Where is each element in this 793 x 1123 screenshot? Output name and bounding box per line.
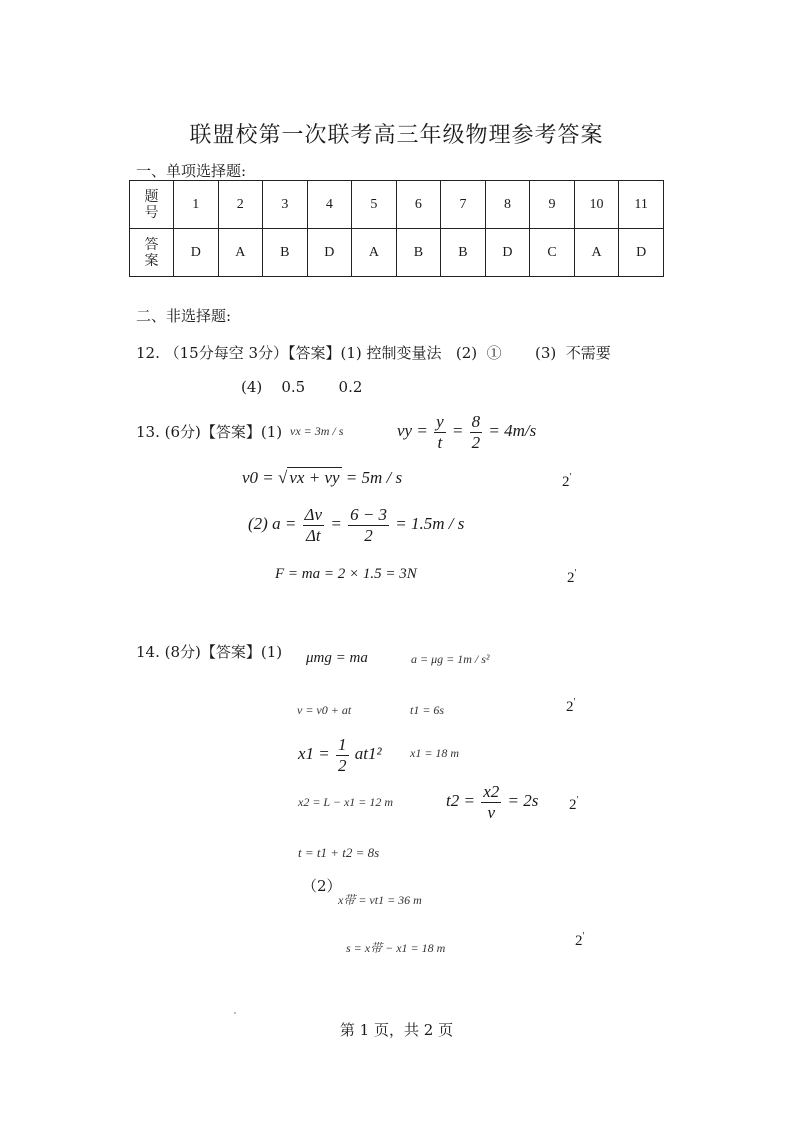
q13-vx-eq: vx = 3m / s: [290, 424, 344, 438]
page-title: 联盟校第一次联考高三年级物理参考答案: [189, 123, 604, 148]
section-heading-nonchoice: 二、非选择题:: [136, 307, 232, 325]
section-heading-choice: 一、单项选择题:: [136, 162, 247, 180]
table-cell: 8: [485, 181, 530, 229]
q14-x2-eq: x2 = L − x1 = 12 m: [298, 795, 394, 809]
table-cell: 11: [619, 181, 664, 229]
table-row-numbers: [130, 181, 664, 229]
table-cell: D: [174, 229, 219, 277]
table-cell: D: [485, 229, 530, 277]
table-cell: A: [218, 229, 263, 277]
table-cell: A: [574, 229, 619, 277]
q13-v0-eq: v0 = √ vx + vy = 5m / s: [242, 468, 403, 487]
table-cell: 5: [352, 181, 397, 229]
q13-score-mark-1: 2′: [562, 472, 572, 490]
answer-table: [129, 180, 664, 277]
q14-accel-eq: a = μg = 1m / s²: [411, 652, 490, 666]
table-cell: D: [307, 229, 352, 277]
table-cell: 4: [307, 181, 352, 229]
q14-belt-displacement-eq: x带 = vt1 = 36 m: [338, 893, 422, 907]
q12-line1: 12. （15分每空 3分）【答案】(1) 控制变量法 (2) ① (3) 不需要: [136, 344, 611, 362]
q12-line2: (4) 0.5 0.2: [241, 378, 363, 396]
table-cell: 1: [174, 181, 219, 229]
q14-score-mark-3: 2′: [575, 931, 585, 949]
q14-relative-displacement-eq: s = x带 − x1 = 18 m: [346, 941, 446, 955]
row-header-number: 题 号: [130, 181, 174, 229]
table-cell: B: [396, 229, 441, 277]
q14-x1-formula: x1 = $\frac{1}{2}$ at1²: [298, 735, 382, 775]
scan-speck: [234, 1012, 236, 1014]
table-cell: 3: [263, 181, 308, 229]
q14-velocity-eq: v = v0 + at: [297, 703, 352, 717]
table-cell: B: [441, 229, 486, 277]
row-header-answer: 答 案: [130, 229, 174, 277]
q13-vy-eq: vy = $\frac{y}{t}$ = $\frac{8}{2}$ = 4m/s: [397, 412, 537, 452]
q14-part2-label: （2）: [302, 877, 342, 895]
q13-accel-eq: (2) a = $\frac{\Delta v}{\Delta t}$ = $\frac{6 - 3}{2}$ = 1.5m / s: [248, 505, 465, 545]
table-cell: C: [530, 229, 575, 277]
table-row-answers: [130, 229, 664, 277]
q14-t2-eq: t2 = $\frac{x2}{v}$ = 2s: [446, 782, 539, 822]
table-cell: A: [352, 229, 397, 277]
q14-label: 14. (8分)【答案】(1): [136, 643, 283, 661]
q13-force-eq: F = ma = 2 × 1.5 = 3N: [275, 566, 417, 582]
q14-x1-value: x1 = 18 m: [410, 746, 460, 760]
q14-score-mark-2: 2′: [569, 795, 579, 813]
q13-label: 13. (6分)【答案】(1): [136, 423, 283, 441]
table-cell: 9: [530, 181, 575, 229]
q14-score-mark-1: 2′: [566, 697, 576, 715]
table-cell: 10: [574, 181, 619, 229]
table-cell: 2: [218, 181, 263, 229]
page-footer: 第 1 页，共 2 页: [339, 1021, 454, 1039]
q14-total-time-eq: t = t1 + t2 = 8s: [298, 845, 380, 860]
q14-friction-eq: μmg = ma: [306, 650, 368, 666]
q14-t1-eq: t1 = 6s: [410, 703, 445, 717]
table-cell: 6: [396, 181, 441, 229]
q13-score-mark-2: 2′: [567, 568, 577, 586]
table-cell: D: [619, 229, 664, 277]
table-cell: B: [263, 229, 308, 277]
table-cell: 7: [441, 181, 486, 229]
